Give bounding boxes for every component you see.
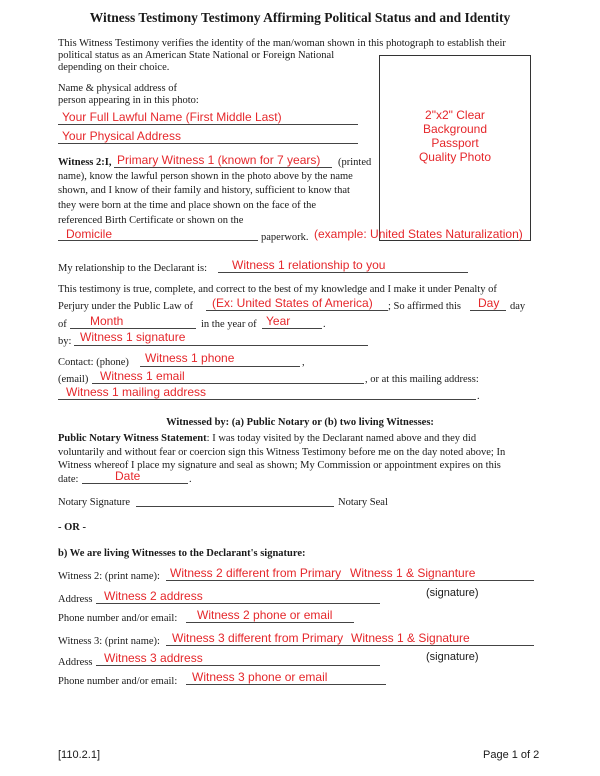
w3-address-line [96, 665, 380, 666]
witness-text-4: referenced Birth Certificate or shown on the [58, 215, 244, 226]
full-name-line [58, 124, 358, 125]
email-label: (email) [58, 374, 89, 385]
affirmed-label: ; So affirmed this [388, 301, 462, 312]
w2-signature-field[interactable]: Witness 1 & Signanture [350, 566, 476, 580]
public-law-field[interactable]: (Ex: United States of America) [212, 296, 373, 310]
phone-line [140, 366, 300, 367]
year-field[interactable]: Year [266, 314, 291, 328]
notary-date-field[interactable]: Date [115, 469, 141, 483]
month-line [70, 328, 196, 329]
w2-phone-label: Phone number and/or email: [58, 613, 178, 624]
witnessed-by-heading: Witnessed by: (a) Public Notary or (b) two living Witnesses: [166, 417, 434, 428]
w3-address-field[interactable]: Witness 3 address [104, 651, 203, 665]
w2-name-field[interactable]: Witness 2 different from Primary [170, 566, 342, 580]
notary-line-1 [58, 432, 476, 445]
physical-address-line [58, 143, 358, 144]
relationship-line [218, 272, 468, 273]
day-line [470, 310, 506, 311]
living-witnesses-heading: b) We are living Witnesses to the Declarant's signature: [58, 548, 306, 559]
phone-comma: , [302, 357, 305, 368]
email-field[interactable]: Witness 1 email [100, 369, 185, 383]
full-name-field[interactable]: Your Full Lawful Name (First Middle Last) [62, 110, 282, 124]
notary-seal-label: Notary Seal [338, 497, 388, 508]
mailing-address-line [58, 399, 476, 400]
notary-date-period: . [189, 474, 192, 485]
w2-name-line [166, 580, 534, 581]
witness-text-2: shown, and I know of their family and history, sufficient to know that [58, 185, 350, 196]
phone-label: Contact: (phone) [58, 357, 129, 368]
page-number: Page 1 of 2 [483, 749, 540, 761]
of-label: of [58, 319, 67, 330]
physical-address-field[interactable]: Your Physical Address [62, 129, 181, 143]
signature-line [74, 345, 368, 346]
notary-line-1-text: : I was today visited by the Declarant named above and they did [206, 433, 477, 444]
intro-line-3: depending on their choice. [58, 62, 170, 73]
intro-line-2: political status as an American State National or Foreign National [58, 50, 335, 61]
w3-name-field[interactable]: Witness 3 different from Primary [172, 631, 344, 645]
notary-signature-line [136, 506, 334, 507]
w2-address-line [96, 603, 380, 604]
w3-phone-label: Phone number and/or email: [58, 676, 178, 687]
printed-label: (printed [338, 157, 372, 168]
notary-date-line [82, 483, 188, 484]
day-field[interactable]: Day [478, 296, 500, 310]
primary-witness-line [114, 167, 332, 168]
notary-line-2: voluntarily and without fear or coercion sign this Witness Testimony before me on the day noted above; In [58, 447, 506, 458]
day-word: day [510, 301, 526, 312]
notary-heading: Public Notary Witness Statement [58, 433, 207, 444]
name-address-label-2: person appearing in in this photo: [58, 95, 199, 106]
w3-signature-field[interactable]: Witness 1 & Signature [351, 631, 470, 645]
notary-signature-label: Notary Signature [58, 497, 131, 508]
notary-date-label: date: [58, 474, 79, 485]
perjury-label: Perjury under the Public Law of [58, 301, 194, 312]
phone-field[interactable]: Witness 1 phone [145, 351, 235, 365]
testimony-line-1: This testimony is true, complete, and correct to the best of my knowledge and I make it under Penalty of [58, 284, 497, 295]
w2-contact-field[interactable]: Witness 2 phone or email [197, 608, 333, 622]
intro-line-1: This Witness Testimony verifies the identity of the man/woman shown in this photograph to establish their [58, 38, 506, 49]
mailing-label: , or at this mailing address: [365, 374, 479, 385]
w3-print-label: Witness 3: (print name): [58, 636, 160, 647]
photo-box[interactable] [379, 55, 531, 241]
w2-address-field[interactable]: Witness 2 address [104, 589, 203, 603]
paperwork-label: paperwork. [261, 232, 309, 243]
month-field[interactable]: Month [90, 314, 124, 328]
mailing-address-field[interactable]: Witness 1 mailing address [66, 385, 207, 399]
w3-signature-label: (signature) [426, 651, 479, 663]
domicile-line [58, 240, 258, 241]
relationship-field[interactable]: Witness 1 relationship to you [232, 258, 386, 272]
w2-print-label: Witness 2: (print name): [58, 571, 160, 582]
public-law-line [206, 310, 388, 311]
domicile-field[interactable]: Domicile [66, 227, 113, 241]
mailing-period: . [477, 391, 480, 402]
relationship-label: My relationship to the Declarant is: [58, 263, 208, 274]
year-line [262, 328, 322, 329]
w3-contact-field[interactable]: Witness 3 phone or email [192, 670, 328, 684]
paperwork-example[interactable]: (example: United States Naturalization) [314, 227, 523, 241]
or-divider: - OR - [58, 522, 86, 533]
signature-field[interactable]: Witness 1 signature [80, 330, 186, 344]
document-title: Witness Testimony Testimony Affirming Political Status and and Identity [89, 10, 511, 25]
primary-witness-field[interactable]: Primary Witness 1 (known for 7 years) [117, 153, 321, 167]
year-period: . [323, 319, 326, 330]
witness-lead: Witness 2:I, [58, 157, 112, 168]
witness-text-3: they were born at the time and place shown on the face of the [58, 200, 317, 211]
w2-address-label: Address [58, 594, 93, 605]
witness-text-1: name), know the lawful person shown in the photo above by the name [58, 171, 353, 182]
photo-instructions: 2"x2" Clear Background Passport Quality Photo [418, 108, 492, 164]
w3-name-line [166, 645, 534, 646]
w2-contact-line [186, 622, 354, 623]
w3-contact-line [186, 684, 386, 685]
document-code: [110.2.1] [58, 749, 100, 761]
in-year-label: in the year of [201, 319, 257, 330]
name-address-label-1: Name & physical address of [58, 83, 177, 94]
email-line [92, 383, 364, 384]
w2-signature-label: (signature) [426, 587, 479, 599]
by-label: by: [58, 336, 72, 347]
notary-line-3: Witness whereof I place my signature and seal as shown; My Commission or appointment expires on this [58, 460, 501, 471]
w3-address-label: Address [58, 657, 93, 668]
